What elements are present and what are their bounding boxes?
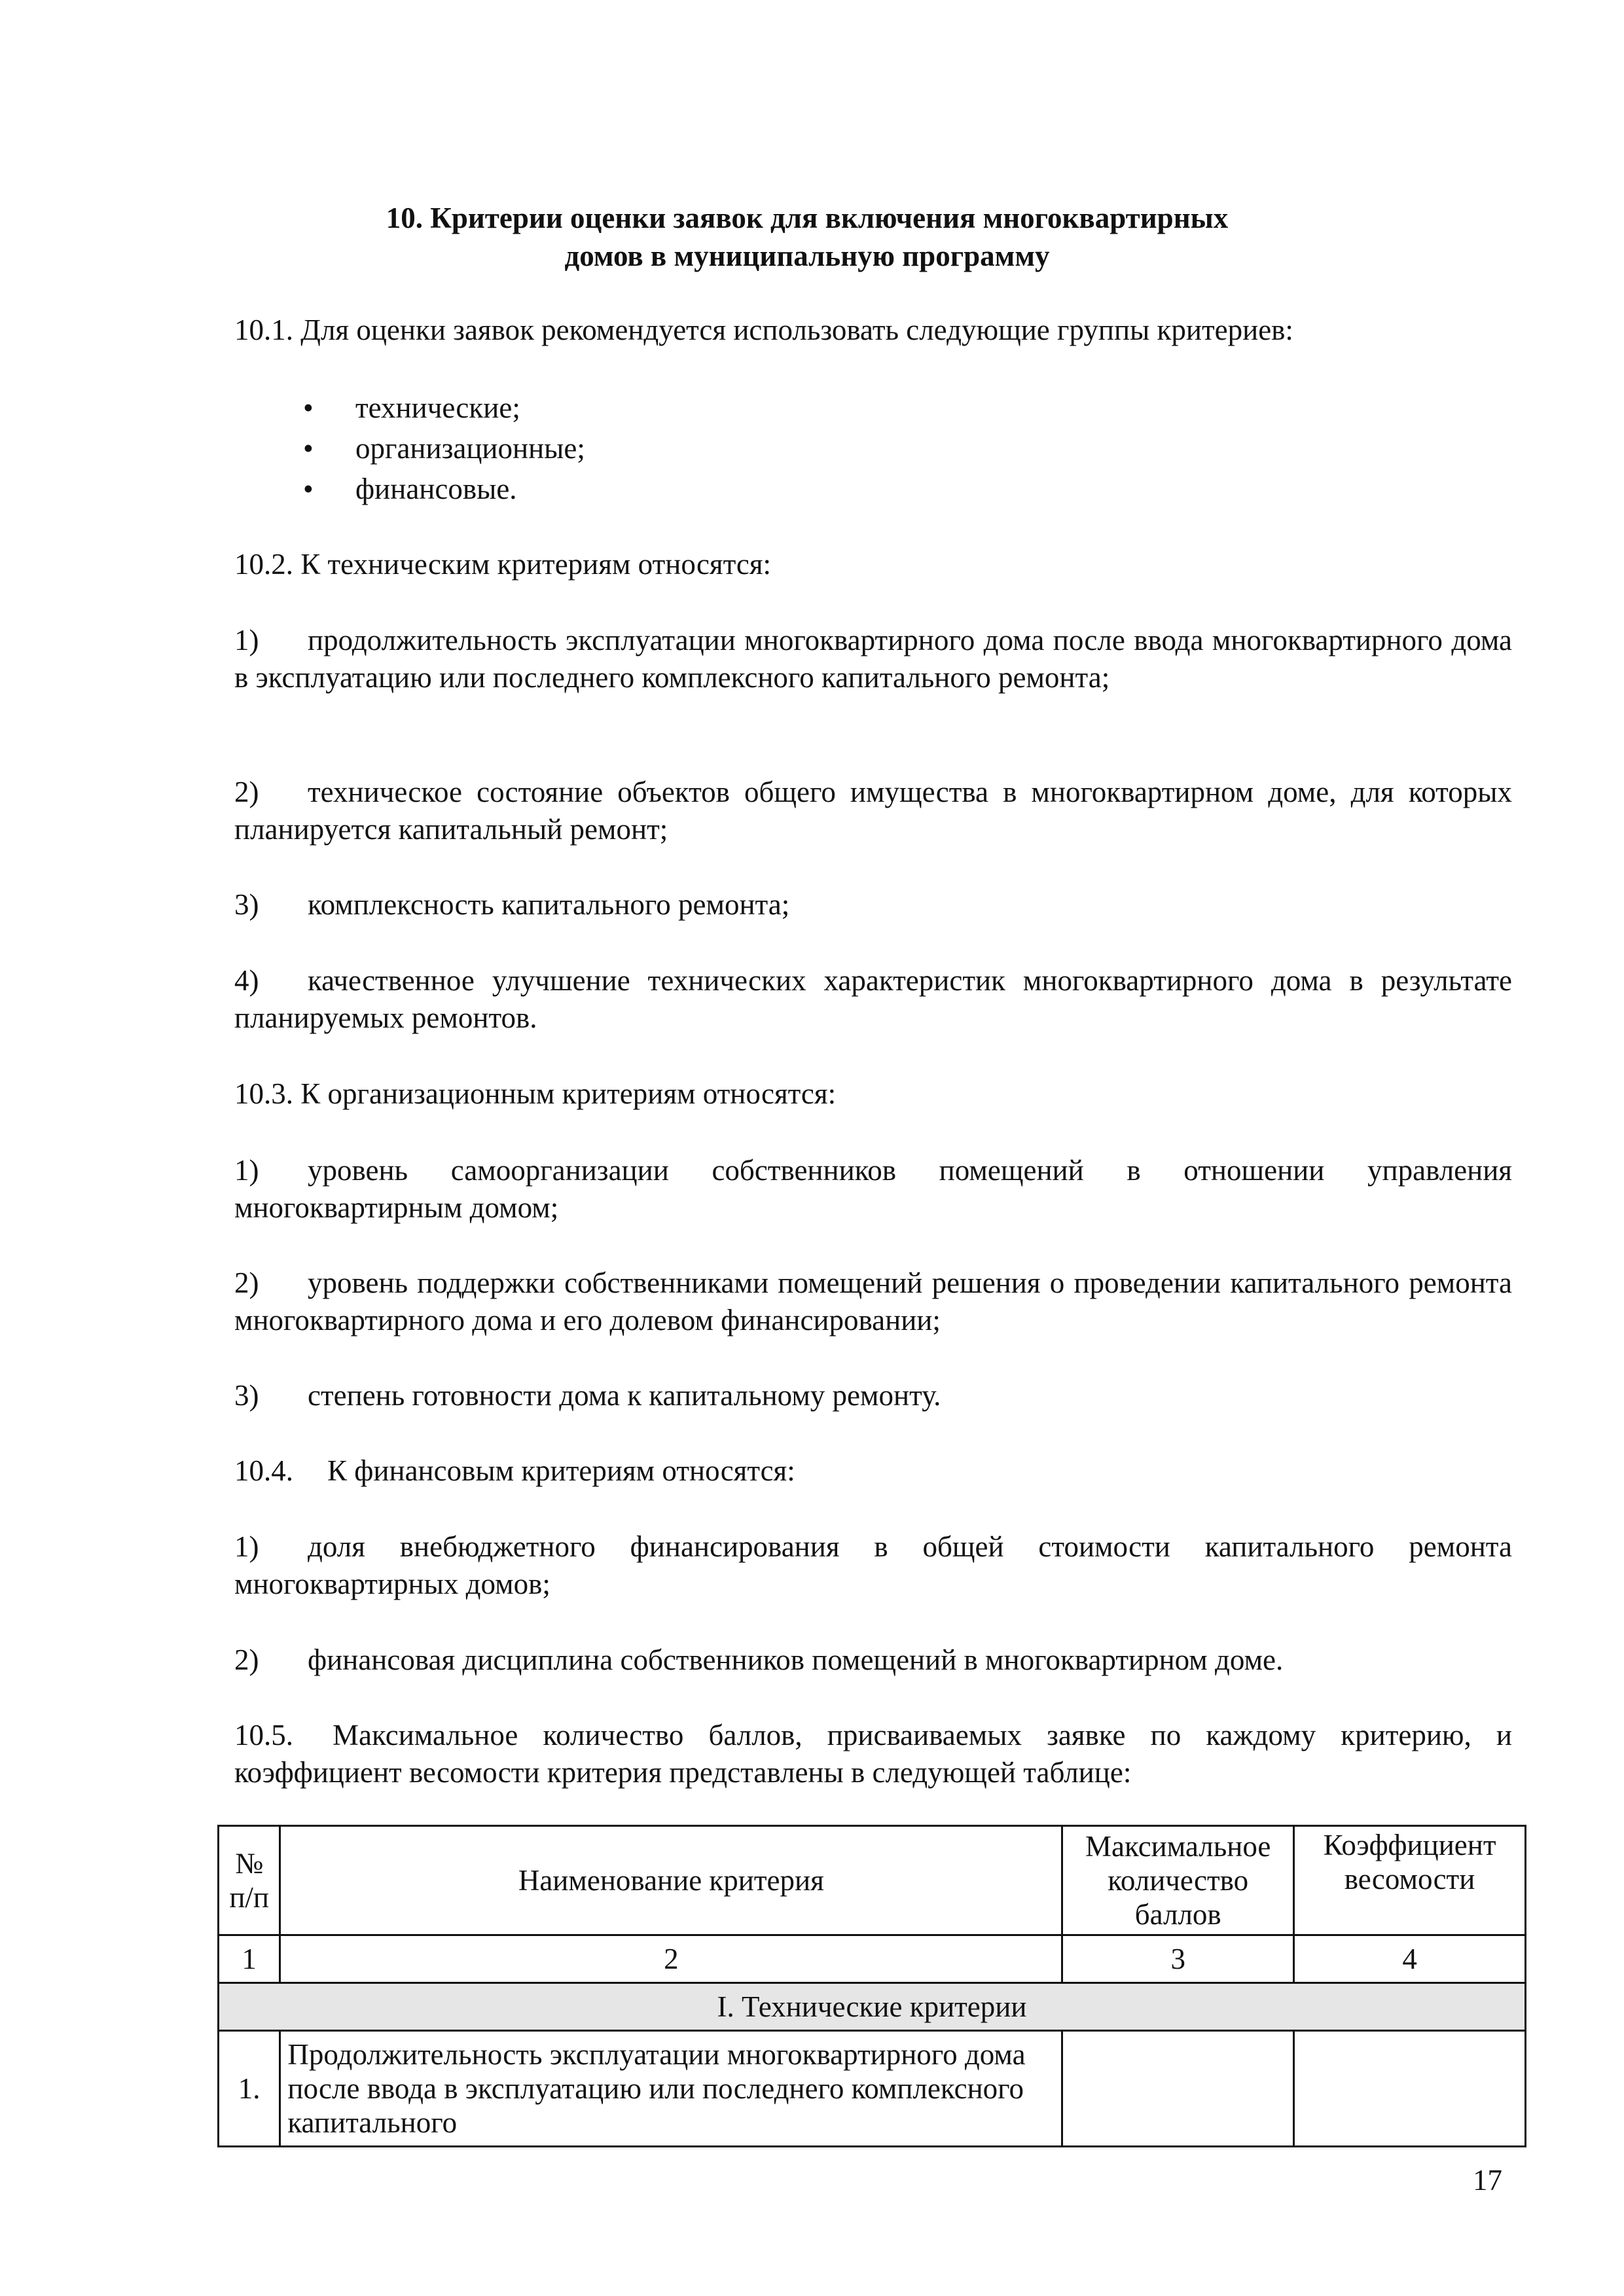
item-text: Максимальное количество баллов, присваиваемых заявке по каждому критерию, и коэффициент весомости критерия представлены в следующей таблице:	[234, 1719, 1512, 1789]
item-text: комплексность капитального ремонта;	[308, 888, 790, 921]
paragraph-10-5	[234, 1717, 1512, 1791]
item-number: 1)	[234, 1530, 259, 1563]
table-index-row	[219, 1935, 1526, 1983]
item-text: уровень поддержки собственниками помещений решения о проведении капитального ремонта многоквартирного дома и его долевом финансировании;	[234, 1266, 1512, 1336]
item-number: 2)	[234, 1266, 259, 1299]
list-item-text: организационные;	[355, 432, 585, 465]
index-cell: 3	[1062, 1935, 1294, 1983]
item-text: К финансовым критериям относятся:	[327, 1454, 795, 1487]
tech-criterion-1	[234, 622, 1512, 696]
item-number: 4)	[234, 964, 259, 997]
tech-criterion-3	[234, 886, 1512, 924]
item-number: 10.5.	[234, 1719, 293, 1751]
row-weight-coefficient	[1294, 2031, 1526, 2147]
bullet-icon: •	[303, 391, 314, 424]
section-heading	[234, 199, 1380, 275]
index-cell: 1	[219, 1935, 280, 1983]
header-weight-coefficient: Коэффициент весомости	[1294, 1826, 1526, 1935]
paragraph-10-3: 10.3. К организационным критериям относятся:	[234, 1077, 837, 1110]
item-number: 2)	[234, 776, 259, 808]
list-item	[234, 428, 1478, 469]
item-text: качественное улучшение технических характеристик многоквартирного дома в результате планируемых ремонтов.	[234, 964, 1512, 1034]
item-number: 10.4.	[234, 1454, 293, 1487]
paragraph-10-1: 10.1. Для оценки заявок рекомендуется использовать следующие группы критериев:	[234, 314, 1293, 346]
item-number: 1)	[234, 1154, 259, 1187]
index-cell: 4	[1294, 1935, 1526, 1983]
bullet-icon: •	[303, 432, 314, 465]
index-cell: 2	[280, 1935, 1062, 1983]
table-row	[219, 2031, 1526, 2147]
item-text: уровень самоорганизации собственников помещений в отношении управления многоквартирным домом;	[234, 1154, 1512, 1224]
criteria-groups-list	[234, 387, 1478, 509]
item-text: степень готовности дома к капитальному ремонту.	[308, 1379, 941, 1412]
list-item-text: финансовые.	[355, 473, 517, 505]
table-header-row	[219, 1826, 1526, 1935]
fin-criterion-2	[234, 1641, 1512, 1679]
section-heading-line-2: домов в муниципальную программу	[564, 240, 1050, 272]
list-item	[234, 469, 1478, 509]
org-criterion-1	[234, 1152, 1512, 1227]
header-criterion-name: Наименование критерия	[280, 1826, 1062, 1935]
item-text: финансовая дисциплина собственников помещений в многоквартирном доме.	[308, 1643, 1284, 1676]
header-max-points: Максимальное количество баллов	[1062, 1826, 1294, 1935]
row-number: 1.	[219, 2031, 280, 2147]
item-text: доля внебюджетного финансирования в общей стоимости капитального ремонта многоквартирных домов;	[234, 1530, 1512, 1600]
item-text: техническое состояние объектов общего имущества в многоквартирном доме, для которых планируется капитальный ремонт;	[234, 776, 1512, 846]
list-item-text: технические;	[355, 391, 520, 424]
page-number: 17	[1473, 2164, 1502, 2197]
org-criterion-2	[234, 1265, 1512, 1339]
bullet-icon: •	[303, 473, 314, 505]
header-number: № п/п	[219, 1826, 280, 1935]
table-section-row	[219, 1983, 1526, 2031]
item-number: 3)	[234, 888, 259, 921]
item-text: продолжительность эксплуатации многоквартирного дома после ввода многоквартирного дома в эксплуатацию или последнего комплексного капитального ремонта;	[234, 624, 1512, 694]
tech-criterion-4	[234, 962, 1512, 1037]
criteria-table	[217, 1825, 1526, 2147]
org-criterion-3	[234, 1377, 1512, 1414]
section-heading-line-1: 10. Критерии оценки заявок для включения многоквартирных	[386, 202, 1229, 234]
paragraph-10-2: 10.2. К техническим критериям относятся:	[234, 548, 772, 581]
item-number: 3)	[234, 1379, 259, 1412]
paragraph-10-4	[234, 1452, 1512, 1490]
row-criterion-name: Продолжительность эксплуатации многоквартирного дома после ввода в эксплуатацию или последнего комплексного капитального	[280, 2031, 1062, 2147]
list-item	[234, 387, 1478, 428]
fin-criterion-1	[234, 1528, 1512, 1603]
section-title: I. Технические критерии	[219, 1983, 1526, 2031]
tech-criterion-2	[234, 774, 1512, 848]
item-number: 1)	[234, 624, 259, 656]
row-max-points	[1062, 2031, 1294, 2147]
item-number: 2)	[234, 1643, 259, 1676]
